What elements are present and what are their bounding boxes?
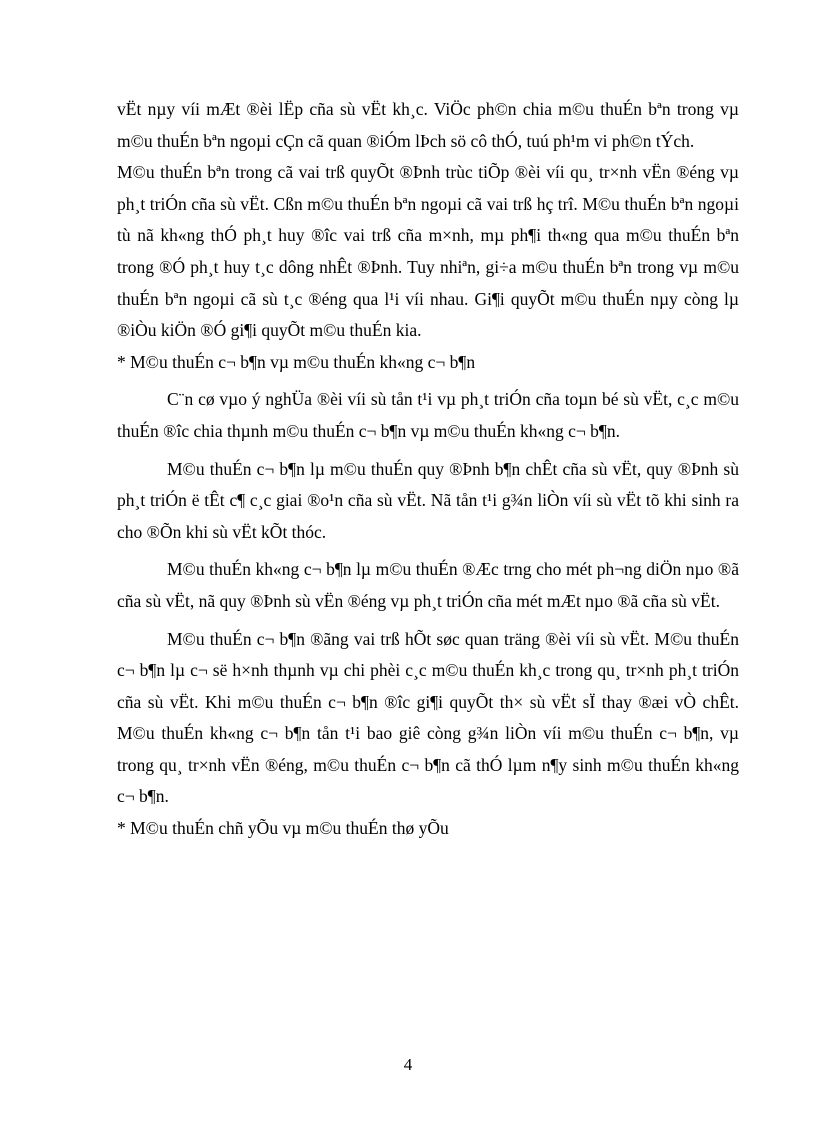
paragraph-basic-contradiction-role: M©u thuÉn c¬ b¶n ®ãng vai trß hÕt søc quan träng ®èi víi sù vËt. M©u thuÉn c¬ b¶n lµ c¬ së h×nh thµnh vµ chi phèi c¸c m©u thuÉn kh¸c trong qu¸ tr×nh ph¸t triÓn cña sù vËt. Khi m©u thuÉn c¬ b¶n ®îc gi¶i quyÕt th× sù vËt sÏ thay ®æi vÒ chÊt. M©u thuÉn kh«ng c¬ b¶n tån t¹i bao giê còng g¾n liÒn víi m©u thuÉn c¬ b¶n, vµ trong qu¸ tr×nh vËn ®éng, m©u thuÉn c¬ b¶n cã thÓ lµm n¶y sinh m©u thuÉn kh«ng c¬ b¶n. [117,628,739,807]
paragraph-classification: C¨n cø vµo ý nghÜa ®èi víi sù tån t¹i vµ ph¸t triÓn cña toµn bé sù vËt, c¸c m©u thuÉn ®îc chia thµnh m©u thuÉn c¬ b¶n vµ m©u thuÉn kh«ng c¬ b¶n. [117,389,739,441]
paragraph-internal-contradiction-role: M©u thuÉn bªn trong cã vai trß quyÕt ®Þnh trùc tiÕp ®èi víi qu¸ tr×nh vËn ®éng vµ ph¸t triÓn cña sù vËt. Cßn m©u thuÉn bªn ngoµi cã vai trß hç trî. M©u thuÉn bªn ngoµi tù nã kh«ng thÓ ph¸t huy ®îc vai trß cña m×nh, mµ ph¶i th«ng qua m©u thuÉn bªn trong ®Ó ph¸t huy t¸c dông nhÊt ®Þnh. Tuy nhiªn, gi÷a m©u thuÉn bªn trong vµ m©u thuÉn bªn ngoµi cã sù t¸c ®éng qua l¹i víi nhau. Gi¶i quyÕt m©u thuÉn nµy còng lµ ®iÒu kiÖn ®Ó gi¶i quyÕt m©u thuÉn kia. [117,162,739,341]
paragraph-continuation: vËt nµy víi mÆt ®èi lËp cña sù vËt kh¸c. ViÖc ph©n chia m©u thuÉn bªn trong vµ m©u thuÉn bªn ngoµi cÇn cã quan ®iÓm lÞch sö cô thÓ, tuú ph¹m vi ph©n tÝch. [117,99,739,151]
paragraph-basic-contradiction: M©u thuÉn c¬ b¶n lµ m©u thuÉn quy ®Þnh b¶n chÊt cña sù vËt, quy ®Þnh sù ph¸t triÓn ë tÊt c¶ c¸c giai ®o¹n cña sù vËt. Nã tån t¹i g¾n liÒn víi sù vËt tõ khi sinh ra cho ®Õn khi sù vËt kÕt thóc. [117,458,739,542]
section-heading-basic-contradictions: * M©u thuÉn c¬ b¶n vµ m©u thuÉn kh«ng c¬ b¶n [117,351,476,372]
paragraph-non-basic-contradiction: M©u thuÉn kh«ng c¬ b¶n lµ m©u thuÉn ®Æc trng cho mét ph¬ng diÖn nµo ®ã cña sù vËt, nã quy ®Þnh sù vËn ®éng vµ ph¸t triÓn cña mét mÆt nµo ®ã cña sù vËt. [117,559,739,611]
document-body [117,94,739,845]
section-heading-main-contradictions: * M©u thuÉn chñ yÕu vµ m©u thuÉn thø yÕu [117,818,449,839]
page-number: 4 [403,1055,413,1074]
